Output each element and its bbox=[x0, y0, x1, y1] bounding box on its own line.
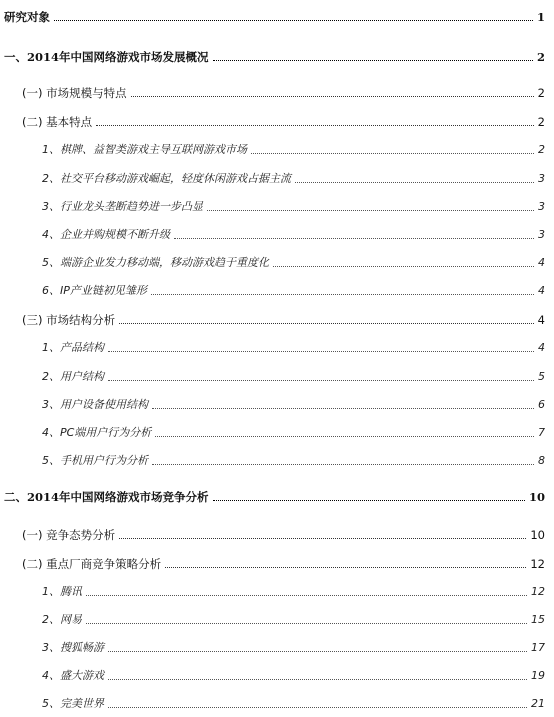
toc-entry-label: 5、手机用户行为分析 bbox=[42, 454, 148, 467]
dot-leader bbox=[108, 679, 527, 680]
dot-leader bbox=[151, 294, 534, 295]
toc-entry-label: 1、产品结构 bbox=[42, 341, 104, 354]
toc-entry-page: 2 bbox=[536, 50, 545, 64]
toc-entry-label: (一) 市场规模与特点 bbox=[22, 86, 127, 100]
toc-entry-section[interactable] bbox=[22, 557, 545, 571]
dot-leader bbox=[155, 436, 534, 437]
toc-entry-subsection[interactable] bbox=[42, 398, 545, 412]
dot-leader bbox=[119, 323, 534, 324]
toc-entry-page: 3 bbox=[538, 228, 545, 241]
toc-entry-subsection[interactable] bbox=[42, 669, 545, 683]
dot-leader bbox=[213, 500, 525, 501]
dot-leader bbox=[152, 408, 534, 409]
toc-entry-subsection[interactable] bbox=[42, 454, 545, 468]
toc-entry-label: 1、棋牌、益智类游戏主导互联网游戏市场 bbox=[42, 143, 247, 156]
toc-entry-page: 19 bbox=[531, 669, 545, 682]
dot-leader bbox=[152, 464, 534, 465]
dot-leader bbox=[108, 651, 527, 652]
toc-entry-subsection[interactable] bbox=[42, 697, 545, 711]
toc-entry-page: 17 bbox=[531, 641, 545, 654]
dot-leader bbox=[119, 538, 526, 539]
toc-entry-subsection[interactable] bbox=[42, 613, 545, 627]
toc-entry-page: 4 bbox=[538, 256, 545, 269]
toc-entry-subsection[interactable] bbox=[42, 370, 545, 384]
toc-entry-label: 2、网易 bbox=[42, 613, 82, 626]
toc-entry-subsection[interactable] bbox=[42, 341, 545, 355]
toc-entry-label: 4、盛大游戏 bbox=[42, 669, 104, 682]
toc-entry-label: 5、端游企业发力移动端，移动游戏趋于重度化 bbox=[42, 256, 269, 269]
toc-entry-page: 2 bbox=[538, 143, 545, 156]
toc-entry-label: 2、社交平台移动游戏崛起，轻度休闲游戏占据主流 bbox=[42, 172, 291, 185]
toc-entry-subsection[interactable] bbox=[42, 143, 545, 157]
toc-entry-label: 3、用户设备使用结构 bbox=[42, 398, 148, 411]
dot-leader bbox=[86, 623, 527, 624]
dot-leader bbox=[131, 96, 534, 97]
toc-entry-page: 8 bbox=[538, 454, 545, 467]
toc-entry-chapter-2[interactable] bbox=[4, 490, 545, 504]
dot-leader bbox=[207, 210, 534, 211]
toc-entry-page: 3 bbox=[538, 200, 545, 213]
toc-entry-page: 10 bbox=[528, 490, 545, 504]
toc-entry-page: 4 bbox=[538, 284, 545, 297]
toc-entry-section[interactable] bbox=[22, 313, 545, 327]
toc-entry-page: 12 bbox=[531, 585, 545, 598]
toc-entry-page: 7 bbox=[538, 426, 545, 439]
toc-entry-page: 21 bbox=[531, 697, 545, 710]
dot-leader bbox=[174, 238, 534, 239]
toc-entry-label: 4、企业并购规模不断升级 bbox=[42, 228, 170, 241]
toc-entry-section[interactable] bbox=[22, 115, 545, 129]
toc-entry-subsection[interactable] bbox=[42, 228, 545, 242]
toc-entry-label: 3、行业龙头垄断趋势进一步凸显 bbox=[42, 200, 203, 213]
dot-leader bbox=[108, 707, 527, 708]
toc-entry-page: 10 bbox=[530, 528, 545, 542]
toc-entry-page: 3 bbox=[538, 172, 545, 185]
dot-leader bbox=[273, 266, 534, 267]
toc-entry-label: 6、IP产业链初见雏形 bbox=[42, 284, 147, 297]
toc-entry-page: 5 bbox=[538, 370, 545, 383]
toc-entry-subsection[interactable] bbox=[42, 585, 545, 599]
toc-entry-page: 12 bbox=[530, 557, 545, 571]
toc-entry-subsection[interactable] bbox=[42, 172, 545, 186]
dot-leader bbox=[108, 380, 534, 381]
toc-entry-label: 3、搜狐畅游 bbox=[42, 641, 104, 654]
toc-entry-section[interactable] bbox=[22, 528, 545, 542]
toc-entry-label: (二) 基本特点 bbox=[22, 115, 93, 129]
toc-entry-page: 4 bbox=[537, 313, 545, 327]
toc-entry-label: 研究对象 bbox=[4, 10, 50, 24]
toc-entry-page: 2 bbox=[537, 115, 545, 129]
toc-entry-page: 4 bbox=[538, 341, 545, 354]
toc-entry-label: 1、腾讯 bbox=[42, 585, 82, 598]
toc-entry-label: (三) 市场结构分析 bbox=[22, 313, 116, 327]
toc-entry-page: 1 bbox=[536, 10, 545, 24]
toc-entry-label: 一、2014年中国网络游戏市场发展概况 bbox=[4, 50, 209, 64]
toc-entry-page: 2 bbox=[537, 86, 545, 100]
dot-leader bbox=[96, 125, 534, 126]
toc-entry-label: (二) 重点厂商竞争策略分析 bbox=[22, 557, 162, 571]
toc-entry-chapter-1[interactable] bbox=[4, 50, 545, 64]
toc-entry-subsection[interactable] bbox=[42, 641, 545, 655]
toc-entry-research-object[interactable] bbox=[4, 10, 545, 24]
toc-entry-section[interactable] bbox=[22, 86, 545, 100]
dot-leader bbox=[213, 60, 533, 61]
dot-leader bbox=[251, 153, 534, 154]
toc-entry-label: (一) 竞争态势分析 bbox=[22, 528, 116, 542]
toc-entry-label: 5、完美世界 bbox=[42, 697, 104, 710]
dot-leader bbox=[54, 20, 533, 21]
toc-entry-page: 15 bbox=[531, 613, 545, 626]
dot-leader bbox=[108, 351, 534, 352]
dot-leader bbox=[165, 567, 526, 568]
toc-entry-page: 6 bbox=[538, 398, 545, 411]
dot-leader bbox=[86, 595, 527, 596]
toc-entry-subsection[interactable] bbox=[42, 256, 545, 270]
toc-entry-label: 二、2014年中国网络游戏市场竞争分析 bbox=[4, 490, 209, 504]
toc-entry-subsection[interactable] bbox=[42, 284, 545, 298]
toc-entry-subsection[interactable] bbox=[42, 426, 545, 440]
toc-entry-label: 2、用户结构 bbox=[42, 370, 104, 383]
toc-entry-label: 4、PC端用户行为分析 bbox=[42, 426, 152, 439]
dot-leader bbox=[295, 182, 534, 183]
toc-entry-subsection[interactable] bbox=[42, 200, 545, 214]
